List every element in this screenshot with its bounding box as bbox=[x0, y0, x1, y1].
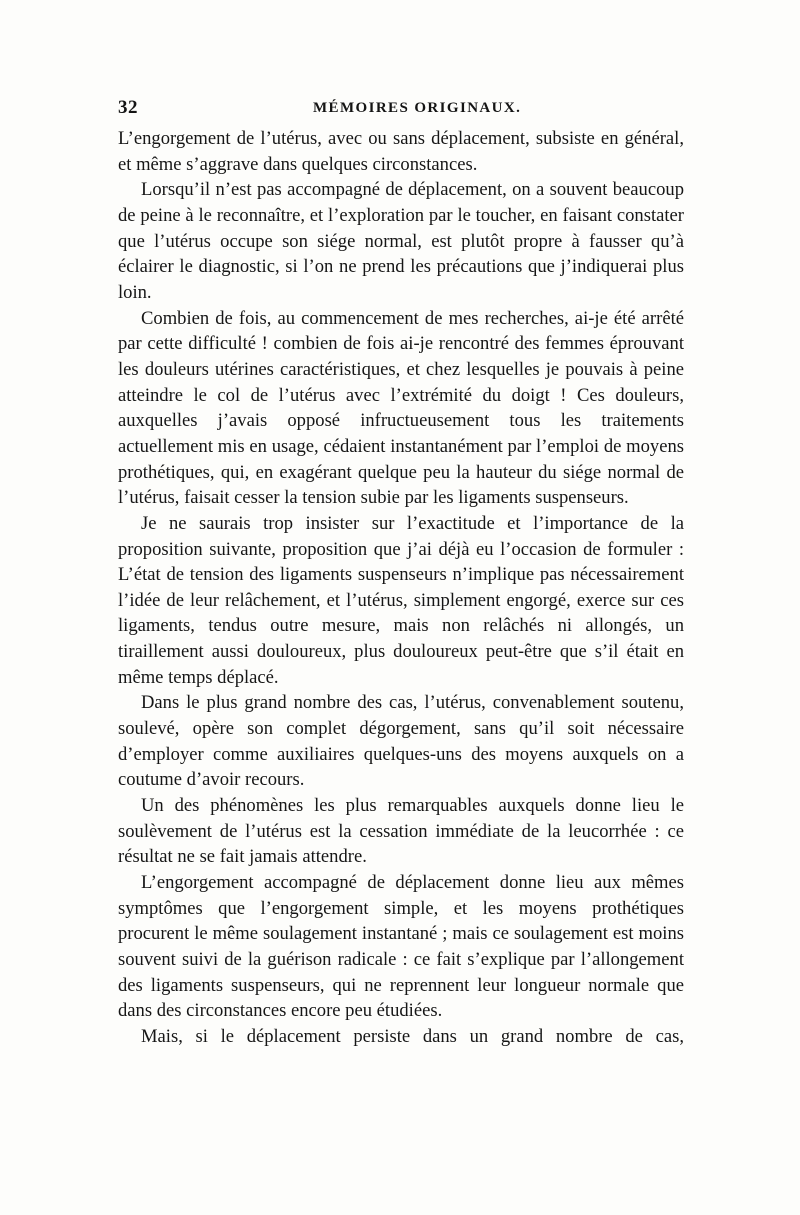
paragraph: Mais, si le déplacement persiste dans un grand nombre de cas, bbox=[141, 1025, 684, 1047]
paragraph: Combien de fois, au commencement de mes recherches, ai-je été arrêté par cette difficulté ! combien de fois ai-je rencontré des femmes éprouvant les douleurs utérines caractéristiques, et chez lesquelles je pouvais à peine atteindre le col de l’utérus avec l’extrémité du doigt ! Ces douleurs, auxquelles j’avais opposé infructueusement tous les traitements actuellement mis en usage, cédaient instantanément par l’emploi de moyens prothétiques, qui, en exagérant quelque peu la hauteur du siége normal de l’utérus, faisait cesser la tension subie par les ligaments suspenseurs. bbox=[118, 307, 684, 509]
paragraph: L’engorgement de l’utérus, avec ou sans déplacement, subsiste en général, et même s’aggrave dans quelques circonstances. bbox=[118, 128, 684, 175]
paragraph: Je ne saurais trop insister sur l’exactitude et l’importance de la proposition suivante, proposition que j’ai déjà eu l’occasion de formuler : L’état de tension des ligaments suspenseurs n’implique pas nécessairement l’idée de leur relâchement, et l’utérus, simplement engorgé, exerce sur ces ligaments, tendus outre mesure, mais non relâchés ni allongés, un tiraillement aussi douloureux, plus douloureux peut-être que s’il était en même temps déplacé. bbox=[118, 512, 684, 688]
body-text bbox=[118, 126, 684, 1050]
page-header bbox=[118, 95, 684, 125]
page-number: 32 bbox=[118, 97, 138, 118]
running-title: MÉMOIRES ORIGINAUX. bbox=[313, 100, 522, 116]
paragraph: Lorsqu’il n’est pas accompagné de déplacement, on a souvent beaucoup de peine à le reconnaître, et l’exploration par le toucher, en faisant constater que l’utérus occupe son siége normal, est plutôt propre à fausser qu’à éclairer le diagnostic, si l’on ne prend les précautions que j’indiquerai plus loin. bbox=[118, 179, 684, 303]
paragraph: Dans le plus grand nombre des cas, l’utérus, convenablement soutenu, soulevé, opère son complet dégorgement, sans qu’il soit nécessaire d’employer comme auxiliaires quelques-uns des moyens auxquels on a coutume d’avoir recours. bbox=[118, 692, 684, 791]
paragraph: L’engorgement accompagné de déplacement donne lieu aux mêmes symptômes que l’engorgement simple, et les moyens prothétiques procurent le même soulagement instantané ; mais ce soulagement est moins souvent suivi de la guérison radicale : ce fait s’explique par l’allongement des ligaments suspenseurs, qui ne reprennent leur longueur normale que dans des circonstances encore peu étudiées. bbox=[118, 872, 684, 1022]
paragraph: Un des phénomènes les plus remarquables auxquels donne lieu le soulèvement de l’utérus est la cessation immédiate de la leucorrhée : ce résultat ne se fait jamais attendre. bbox=[118, 795, 684, 868]
